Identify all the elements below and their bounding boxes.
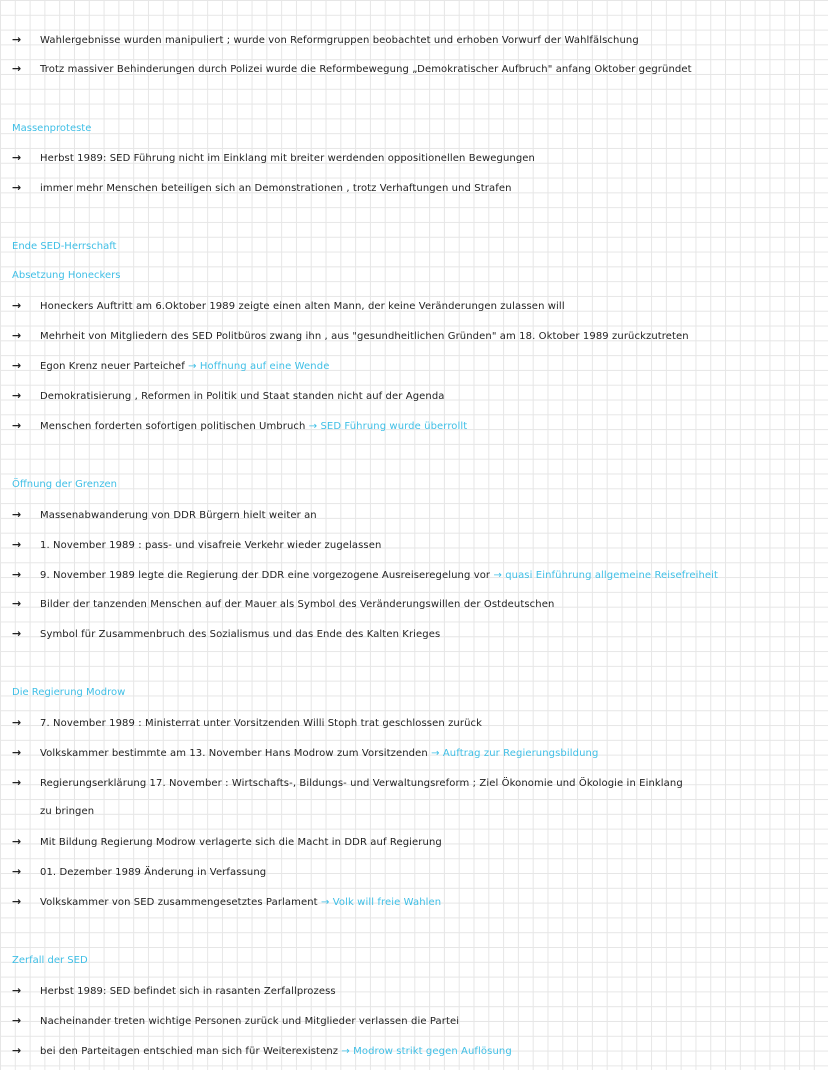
arrow-icon: → [12, 538, 22, 551]
note-line [12, 1011, 828, 1031]
note-line [12, 832, 828, 852]
note-text: Trotz massiver Behinderungen durch Polizei wurde die Reformbewegung „Demokratischer Aufbruch" anfang Oktober gegründet [40, 64, 692, 75]
note-line [12, 326, 828, 346]
note-line [12, 773, 828, 793]
arrow-icon: → [12, 1014, 22, 1027]
arrow-icon: → [12, 62, 22, 75]
arrow-icon: → [12, 389, 22, 402]
arrow-icon: → [12, 776, 22, 789]
arrow-icon: → [12, 746, 22, 759]
note-text: Regierungserklärung 17. November : Wirtschafts-, Bildungs- und Verwaltungsreform ; Ziel Ökonomie und Ökologie in Einklang [40, 778, 683, 789]
note-line [12, 178, 828, 198]
note-text: 1. November 1989 : pass- und visafreie Verkehr wieder zugelassen [40, 540, 382, 551]
arrow-icon: → [12, 895, 22, 908]
note-text: Nacheinander treten wichtige Personen zurück und Mitglieder verlassen die Partei [40, 1016, 460, 1027]
note-conclusion: → quasi Einführung allgemeine Reisefreiheit [493, 570, 719, 581]
arrow-icon: → [12, 508, 22, 521]
note-text: bei den Parteitagen entschied man sich für Weiterexistenz [40, 1046, 339, 1057]
note-line [12, 416, 828, 436]
note-line [12, 296, 828, 316]
arrow-icon: → [12, 568, 22, 581]
note-line [12, 862, 828, 882]
note-text: Honeckers Auftritt am 6.Oktober 1989 zeigte einen alten Mann, der keine Veränderungen zulassen will [40, 301, 565, 312]
arrow-icon: → [12, 984, 22, 997]
note-conclusion: → SED Führung wurde überrollt [308, 421, 468, 432]
note-text: 9. November 1989 legte die Regierung der DDR eine vorgezogene Ausreiseregelung vor [40, 570, 491, 581]
note-text: Volkskammer von SED zusammengesetztes Parlament [40, 897, 318, 908]
arrow-icon: → [12, 151, 22, 164]
note-line [12, 565, 828, 585]
note-conclusion: → Hoffnung auf eine Wende [188, 361, 330, 372]
note-text: Herbst 1989: SED befindet sich in rasanten Zerfallprozess [40, 986, 336, 997]
note-line [12, 356, 828, 376]
note-line-continuation [40, 802, 828, 822]
heading-zerfall: Zerfall der SED [12, 955, 88, 966]
note-line [12, 743, 828, 763]
note-conclusion: → Modrow strikt gegen Auflösung [341, 1046, 512, 1057]
note-line [12, 148, 828, 168]
arrow-icon: → [12, 299, 22, 312]
arrow-icon: → [12, 33, 22, 46]
note-text: Symbol für Zusammenbruch des Sozialismus und das Ende des Kalten Krieges [40, 629, 441, 640]
note-line [12, 535, 828, 555]
note-line [12, 892, 828, 912]
note-text: zu bringen [40, 806, 95, 817]
note-text: Bilder der tanzenden Menschen auf der Mauer als Symbol des Veränderungswillen der Ostdeutschen [40, 599, 555, 610]
arrow-icon: → [12, 359, 22, 372]
arrow-icon: → [12, 181, 22, 194]
note-text: Wahlergebnisse wurden manipuliert ; wurde von Reformgruppen beobachtet und erhoben Vorwurf der Wahlfälschung [40, 35, 639, 46]
note-text: 7. November 1989 : Ministerrat unter Vorsitzenden Willi Stoph trat geschlossen zurück [40, 718, 483, 729]
heading-absetzung: Absetzung Honeckers [12, 270, 121, 281]
note-text: Menschen forderten sofortigen politischen Umbruch [40, 421, 306, 432]
arrow-icon: → [12, 329, 22, 342]
note-text: Massenabwanderung von DDR Bürgern hielt weiter an [40, 510, 317, 521]
note-line [12, 624, 828, 644]
arrow-icon: → [12, 835, 22, 848]
note-text: Mit Bildung Regierung Modrow verlagerte sich die Macht in DDR auf Regierung [40, 837, 442, 848]
note-text: Volkskammer bestimmte am 13. November Hans Modrow zum Vorsitzenden [40, 748, 428, 759]
note-text: Mehrheit von Mitgliedern des SED Politbüros zwang ihn , aus "gesundheitlichen Gründen" am 18. Oktober 1989 zurückzutreten [40, 331, 689, 342]
note-line [12, 981, 828, 1001]
note-line [12, 594, 828, 614]
note-text: immer mehr Menschen beteiligen sich an Demonstrationen , trotz Verhaftungen und Strafen [40, 183, 512, 194]
note-conclusion: → Volk will freie Wahlen [320, 897, 442, 908]
arrow-icon: → [12, 627, 22, 640]
arrow-icon: → [12, 419, 22, 432]
arrow-icon: → [12, 1044, 22, 1057]
arrow-icon: → [12, 865, 22, 878]
note-line [12, 505, 828, 525]
heading-ende-sed: Ende SED-Herrschaft [12, 241, 117, 252]
note-line [12, 30, 828, 50]
note-line [12, 59, 828, 79]
note-text: 01. Dezember 1989 Änderung in Verfassung [40, 867, 267, 878]
note-text: Herbst 1989: SED Führung nicht im Einklang mit breiter werdenden oppositionellen Bewegungen [40, 153, 535, 164]
note-conclusion: → Auftrag zur Regierungsbildung [431, 748, 599, 759]
heading-oeffnung: Öffnung der Grenzen [12, 479, 117, 490]
heading-modrow: Die Regierung Modrow [12, 687, 126, 698]
note-line [12, 713, 828, 733]
note-text: Egon Krenz neuer Parteichef [40, 361, 185, 372]
arrow-icon: → [12, 597, 22, 610]
arrow-icon: → [12, 716, 22, 729]
note-line [12, 1041, 828, 1061]
note-line [12, 386, 828, 406]
heading-massenproteste: Massenproteste [12, 123, 92, 134]
note-text: Demokratisierung , Reformen in Politik und Staat standen nicht auf der Agenda [40, 391, 445, 402]
